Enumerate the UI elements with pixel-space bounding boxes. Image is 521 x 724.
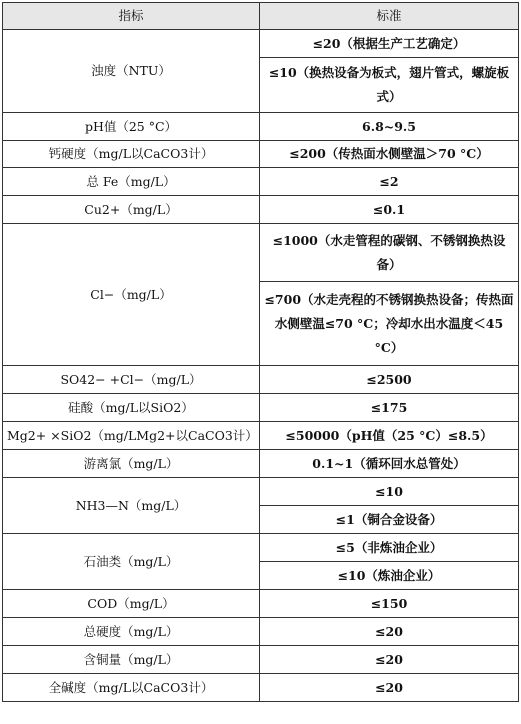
table-row [3, 113, 519, 141]
standard-cell: ≤5（非炼油企业） [260, 534, 519, 562]
standard-cell: ≤10 [260, 478, 519, 506]
standard-cell: ≤10（换热设备为板式，翅片管式，螺旋板式） [260, 58, 519, 113]
table-row [3, 394, 519, 422]
table-row [3, 618, 519, 646]
table-row [3, 168, 519, 196]
standard-cell: 0.1~1（循环回水总管处） [260, 450, 519, 478]
header-indicator: 指标 [3, 3, 260, 30]
indicator-cell: 总硬度（mg/L） [3, 618, 260, 646]
indicator-cell: 硅酸（mg/L以SiO2） [3, 394, 260, 422]
standard-cell: ≤700（水走壳程的不锈钢换热设备；传热面水侧壁温≤70 °C；冷却水出水温度＜45 °C） [260, 282, 519, 366]
table-row [3, 478, 519, 506]
indicator-cell: Mg2+ ×SiO2（mg/LMg2+以CaCO3计） [3, 422, 260, 450]
indicator-cell: 石油类（mg/L） [3, 534, 260, 590]
table-row [3, 196, 519, 224]
table-row [3, 366, 519, 394]
standard-cell: ≤20 [260, 646, 519, 674]
standard-cell: ≤1（铜合金设备） [260, 506, 519, 534]
header-row [3, 3, 519, 30]
table-row [3, 534, 519, 562]
standard-cell: ≤200（传热面水侧壁温＞70 °C） [260, 141, 519, 168]
table-row [3, 646, 519, 674]
indicator-cell: Cl−（mg/L） [3, 224, 260, 366]
indicator-cell: 全碱度（mg/L以CaCO3计） [3, 674, 260, 702]
table-row [3, 674, 519, 702]
indicator-cell: NH3—N（mg/L） [3, 478, 260, 534]
indicator-cell: Cu2+（mg/L） [3, 196, 260, 224]
indicator-cell: 游离氯（mg/L） [3, 450, 260, 478]
indicator-cell: 总 Fe（mg/L） [3, 168, 260, 196]
standard-cell: ≤10（炼油企业） [260, 562, 519, 590]
indicator-cell: pH值（25 °C） [3, 113, 260, 141]
water-quality-table [2, 2, 519, 702]
indicator-cell: 含铜量（mg/L） [3, 646, 260, 674]
standard-cell: ≤20 [260, 674, 519, 702]
table-row [3, 30, 519, 58]
table-row [3, 224, 519, 282]
table-row [3, 590, 519, 618]
standard-cell: ≤20（根据生产工艺确定） [260, 30, 519, 58]
standard-cell: ≤50000（pH值（25 °C）≤8.5） [260, 422, 519, 450]
indicator-cell: SO42− +Cl−（mg/L） [3, 366, 260, 394]
standard-cell: 6.8~9.5 [260, 113, 519, 141]
header-standard: 标准 [260, 3, 519, 30]
indicator-cell: 钙硬度（mg/L以CaCO3计） [3, 141, 260, 168]
standard-cell: ≤175 [260, 394, 519, 422]
standard-cell: ≤2500 [260, 366, 519, 394]
standard-cell: ≤1000（水走管程的碳钢、不锈钢换热设备） [260, 224, 519, 282]
table-row [3, 422, 519, 450]
standard-cell: ≤0.1 [260, 196, 519, 224]
standard-cell: ≤150 [260, 590, 519, 618]
table-row [3, 450, 519, 478]
table-row [3, 141, 519, 168]
standard-cell: ≤20 [260, 618, 519, 646]
standard-cell: ≤2 [260, 168, 519, 196]
indicator-cell: 浊度（NTU） [3, 30, 260, 113]
indicator-cell: COD（mg/L） [3, 590, 260, 618]
